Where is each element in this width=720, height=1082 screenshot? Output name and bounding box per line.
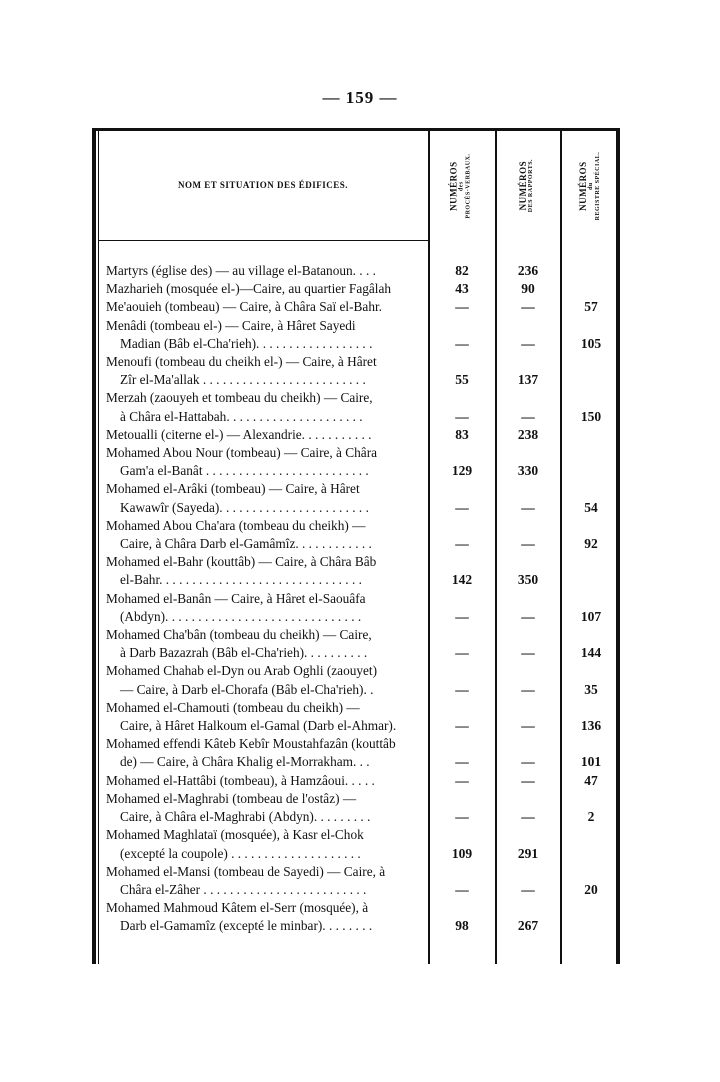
edifice-name (106, 353, 428, 389)
edifice-name-line1: Mohamed Abou Nour (tombeau) — Caire, à Châra (106, 445, 378, 461)
edifice-name-line1: Mohamed el-Hattâbi (tombeau), à Hamzâoui. . . . . (106, 772, 375, 788)
proces-verbal-number: — (455, 809, 469, 825)
registre-number: 144 (580, 645, 602, 661)
proces-verbal-number: — (455, 681, 469, 697)
edifice-name (106, 590, 428, 626)
edifice-name-line2: el-Bahr. . . . . . . . . . . . . . . . . . . . . . . . . . . . . . . (120, 572, 362, 588)
edifice-name-line1: Mohamed Mahmoud Kâtem el-Serr (mosquée), à (106, 900, 369, 916)
registre-number: 105 (580, 335, 602, 351)
table-row (92, 790, 620, 826)
edifice-name-line1: Mazharieh (mosquée el-)—Caire, au quartier Fagâlah (106, 281, 392, 297)
proces-verbal-number: — (455, 645, 469, 661)
proces-verbal-number: — (455, 536, 469, 552)
edifice-name (106, 298, 428, 316)
table-row (92, 353, 620, 389)
col3-header-line2: du (588, 182, 595, 190)
table-row (92, 262, 620, 280)
edifice-name-line1: Martyrs (église des) — au village el-Batanoun. . . . (106, 263, 376, 278)
rapport-number: — (521, 754, 535, 770)
registre-number: 54 (584, 499, 598, 515)
col3-header-line3: REGISTRE SPÉCIAL. (595, 151, 602, 221)
proces-verbal-number: — (455, 299, 469, 315)
edifice-name-line2: Caire, à Hâret Halkoum el-Gamal (Darb el-Ahmar). (120, 718, 397, 734)
rapport-number: — (521, 772, 535, 788)
edifice-name-line1: Mohamed Cha'bân (tombeau du cheikh) — Caire, (106, 627, 372, 643)
proces-verbal-number: — (455, 335, 469, 351)
registre-number: 136 (580, 718, 602, 734)
edifice-name (106, 262, 428, 280)
edifice-name-line1: Merzah (zaouyeh et tombeau du cheikh) — Caire, (106, 390, 373, 406)
table-row (92, 699, 620, 735)
proces-verbal-number: 142 (451, 572, 473, 588)
registre-number: 20 (584, 881, 598, 897)
edifice-name-line2: Kawawîr (Sayeda). . . . . . . . . . . . . . . . . . . . . . . (120, 499, 369, 515)
table-row (92, 826, 620, 862)
registre-number: 150 (580, 408, 602, 424)
edifice-name-line2: de) — Caire, à Châra Khalig el-Morrakham. . . (120, 754, 370, 770)
edifice-name-line2: Caire, à Châra Darb el-Gamâmîz. . . . . . . . . . . . (120, 536, 372, 552)
table-row (92, 662, 620, 698)
rapport-number: — (521, 408, 535, 424)
table-row (92, 480, 620, 516)
proces-verbal-number: 129 (451, 463, 473, 479)
edifice-name-line2: Madian (Bâb el-Cha'rieh). . . . . . . . . . . . . . . . . . (120, 335, 373, 351)
proces-verbal-number: — (455, 881, 469, 897)
registre-number: 92 (584, 536, 598, 552)
col-rapports-header (499, 132, 555, 240)
rapport-number: — (521, 645, 535, 661)
edifice-name (106, 317, 428, 353)
table-row (92, 444, 620, 480)
col1-header-line3: PROCÈS-VERBAUX. (465, 153, 472, 219)
col-proces-verbaux-header (432, 132, 488, 240)
rapport-number: 137 (517, 372, 539, 388)
edifice-name-line2: à Darb Bazazrah (Bâb el-Cha'rieh). . . . . . . . . . (120, 645, 368, 661)
edifice-name-line1: Mohamed el-Banân — Caire, à Hâret el-Saouâfa (106, 590, 366, 606)
proces-verbal-number: 82 (455, 263, 469, 278)
registre-number: 101 (580, 754, 602, 770)
table-row (92, 317, 620, 353)
edifice-name-line1: Mohamed effendi Kâteb Kebîr Moustahfazân (kouttâb (106, 736, 396, 752)
proces-verbal-number: 83 (455, 426, 469, 442)
table-row (92, 772, 620, 790)
edifice-name-line1: Mohamed el-Bahr (kouttâb) — Caire, à Châra Bâb (106, 554, 377, 570)
rapport-number: 291 (517, 845, 539, 861)
proces-verbal-number: — (455, 718, 469, 734)
edifice-name (106, 790, 428, 826)
edifice-name-line1: Mohamed el-Maghrabi (tombeau de l'ostâz) — (106, 790, 357, 806)
col-registre-header (562, 132, 618, 240)
table-body (92, 262, 620, 936)
edifice-name (106, 280, 428, 298)
registre-number: 47 (584, 772, 598, 788)
proces-verbal-number: — (455, 499, 469, 515)
edifice-name (106, 899, 428, 935)
edifice-name (106, 662, 428, 698)
table-row (92, 280, 620, 298)
edifice-name-line2: Caire, à Châra el-Maghrabi (Abdyn). . . . . . . . . (120, 809, 371, 825)
edifice-name-line2: Gam'a el-Banât . . . . . . . . . . . . . . . . . . . . . . . . . (120, 463, 369, 479)
edifice-name (106, 426, 428, 444)
table-row (92, 517, 620, 553)
edifice-name (106, 553, 428, 589)
table-top-rule (92, 128, 620, 131)
edifice-name (106, 626, 428, 662)
edifice-name (106, 517, 428, 553)
rapport-number: 267 (517, 918, 539, 934)
proces-verbal-number: 43 (455, 281, 469, 297)
col2-header-line2: DES RAPPORTS. (528, 159, 535, 213)
rapport-number: — (521, 681, 535, 697)
rapport-number: 90 (521, 281, 535, 297)
table-row (92, 590, 620, 626)
edifice-name (106, 389, 428, 425)
rapport-number: — (521, 499, 535, 515)
table-row (92, 298, 620, 316)
edifice-name-line1: Mohamed el-Arâki (tombeau) — Caire, à Hâret (106, 481, 360, 497)
edifice-name-line1: Me'aouieh (tombeau) — Caire, à Châra Saï el-Bahr. (106, 299, 382, 315)
proces-verbal-number: — (455, 754, 469, 770)
edifice-name-line2: (Abdyn). . . . . . . . . . . . . . . . . . . . . . . . . . . . . . (120, 608, 362, 624)
col3-header-line1: NUMÉROS (577, 161, 588, 211)
proces-verbal-number: — (455, 408, 469, 424)
edifice-name-line1: Mohamed el-Mansi (tombeau de Sayedi) — Caire, à (106, 863, 386, 879)
registre-number: 57 (584, 299, 598, 315)
edifice-name (106, 699, 428, 735)
proces-verbal-number: — (455, 608, 469, 624)
rapport-number: — (521, 881, 535, 897)
rapport-number: — (521, 718, 535, 734)
rapport-number: 236 (517, 263, 539, 278)
rapport-number: — (521, 299, 535, 315)
edifice-name-line2: Darb el-Gamamîz (excepté le minbar). . . . . . . . (120, 918, 373, 934)
table-row (92, 426, 620, 444)
table-row (92, 553, 620, 589)
table-row (92, 626, 620, 662)
edifice-name-line1: Menâdi (tombeau el-) — Caire, à Hâret Sayedi (106, 317, 356, 333)
edifice-name-line1: Mohamed Maghlataï (mosquée), à Kasr el-Chok (106, 827, 364, 843)
edifice-name-line2: Châra el-Zâher . . . . . . . . . . . . . . . . . . . . . . . . . (120, 881, 367, 897)
proces-verbal-number: 98 (455, 918, 469, 934)
col1-header-line2: des (458, 181, 465, 191)
proces-verbal-number: 55 (455, 372, 469, 388)
edifice-name (106, 863, 428, 899)
edifice-name-line2: à Châra el-Hattabah. . . . . . . . . . . . . . . . . . . . . (120, 408, 363, 424)
registre-number: 2 (587, 809, 595, 825)
edifice-name-line2: — Caire, à Darb el-Chorafa (Bâb el-Cha'rieh). . (120, 681, 374, 697)
col2-header-line1: NUMÉROS (518, 161, 529, 211)
table-row (92, 389, 620, 425)
page-number: — 159 — (322, 88, 398, 107)
edifice-name-line2: Zîr el-Ma'allak . . . . . . . . . . . . . . . . . . . . . . . . . (120, 372, 366, 388)
edifice-name-line1: Mohamed Abou Cha'ara (tombeau du cheikh) — (106, 517, 366, 533)
edifice-name-line1: Metoualli (citerne el-) — Alexandrie. . . . . . . . . . . (106, 426, 372, 442)
edifice-name (106, 735, 428, 771)
edifice-name-line1: Mohamed el-Chamouti (tombeau du cheikh) — (106, 699, 360, 715)
rapport-number: — (521, 608, 535, 624)
col1-header-line1: NUMÉROS (447, 161, 458, 211)
proces-verbal-number: — (455, 772, 469, 788)
edifice-name (106, 772, 428, 790)
edifice-name-line1: Menoufi (tombeau du cheikh el-) — Caire, à Hâret (106, 354, 377, 370)
rapport-number: — (521, 335, 535, 351)
rapport-number: 330 (517, 463, 539, 479)
edifice-name-line1: Mohamed Chahab el-Dyn ou Arab Oghli (zaouyet) (106, 663, 378, 679)
header-rule (98, 240, 428, 241)
name-column-header: NOM ET SITUATION DES ÉDIFICES. (178, 180, 348, 190)
registre-number: 35 (584, 681, 598, 697)
rapport-number: — (521, 809, 535, 825)
rapport-number: — (521, 536, 535, 552)
edifices-table (92, 128, 620, 964)
table-row (92, 735, 620, 771)
rapport-number: 350 (517, 572, 539, 588)
rapport-number: 238 (517, 426, 539, 442)
table-row (92, 899, 620, 935)
proces-verbal-number: 109 (451, 845, 473, 861)
table-row (92, 863, 620, 899)
registre-number: 107 (580, 608, 602, 624)
edifice-name-line2: (excepté la coupole) . . . . . . . . . . . . . . . . . . . . (120, 845, 361, 861)
edifice-name (106, 444, 428, 480)
edifice-name (106, 480, 428, 516)
edifice-name (106, 826, 428, 862)
